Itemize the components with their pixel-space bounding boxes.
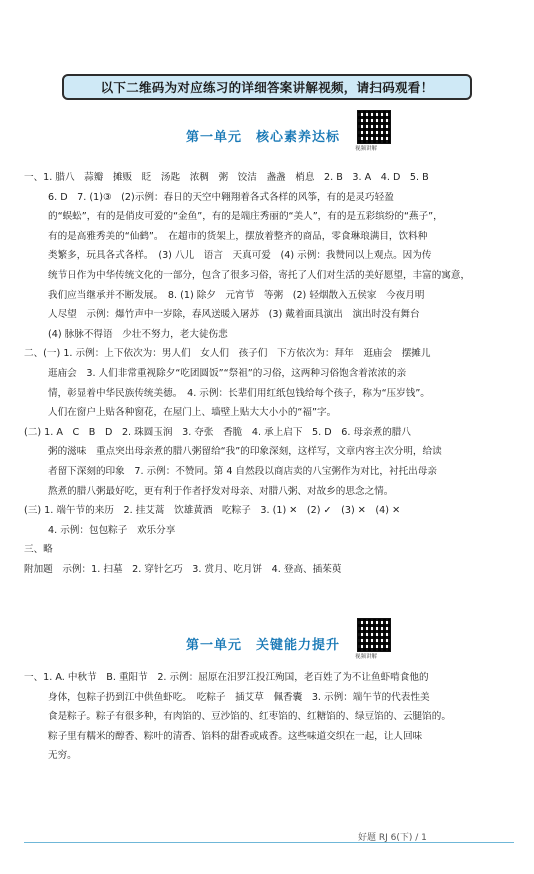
answer-line: 6. D 7. (1)③ (2)示例：春日的天空中翱翔着各式各样的风筝，有的是灵巧轻盈 [48,191,394,203]
answer-line: 三、略 [24,544,53,556]
qr-label: 视频讲解 [355,654,378,660]
qr-label: 视频讲解 [355,146,378,152]
answer-line: 情，彰显着中华民族传统美德。 4. 示例：长辈们用红纸包钱给每个孩子，称为“压岁钱”。 [48,387,430,399]
answer-line: 逛庙会 3. 人们非常重视除夕“吃团圆饭”“祭祖”的习俗，这两种习俗饱含着浓浓的亲 [48,367,407,379]
answer-line: (三) 1. 端午节的来历 2. 挂艾蒿 饮雄黄酒 吃粽子 3. (1) ✕ (2) ✓ (3) ✕ (4) ✕ [24,505,401,517]
qr-code-icon[interactable] [357,110,391,144]
page-footer: 好题 RJ 6(下) / 1 [358,833,427,843]
section-title-text: 第一单元 关键能力提升 [186,638,341,653]
answer-line: 一、1. 腊八 蒜瓣 摊贩 眨 汤匙 浓稠 粥 饺洁 盏盏 梢息 2. B 3. A 4. D 5. B [24,172,429,183]
answer-line: 人尽望 示例：爆竹声中一岁除，春风送暖入屠苏 (3) 戴着面具演出 演出时没有舞台 [48,309,420,321]
section-title-text: 第一单元 核心素养达标 [186,130,341,145]
answer-line: 有的是高雅秀美的“仙鹤”。 在超市的货架上，摆放着整齐的商品，零食琳琅满目，饮料种 [48,230,428,242]
answer-line: (二) 1. A C B D 2. 珠圆玉润 3. 夺张 香脆 4. 承上启下 5. D 6. 母亲煮的腊八 [24,426,411,438]
answer-line: (4) 脉脉不得语 少壮不努力，老大徒伤悲 [48,328,228,340]
qr-code-icon[interactable] [357,618,391,652]
answer-line: 粽子里有糯米的醇香、粽叶的清香、馅料的甜香或咸香。这些味道交织在一起，让人回味 [48,730,423,742]
footer-divider [24,842,514,843]
answer-line: 附加题 示例：1. 扫墓 2. 穿针乞巧 3. 赏月、吃月饼 4. 登高、插茱萸 [24,563,342,575]
answer-line: 熬煮的腊八粥最好吃，更有利于作者抒发对母亲、对腊八粥、对故乡的思念之情。 [48,485,394,497]
answer-line: 无穷。 [48,750,77,762]
section-title-core [0,120,534,150]
answer-video-banner: 以下二维码为对应练习的详细答案讲解视频，请扫码观看！ [62,74,472,100]
answer-line: 者留下深刻的印象 7. 示例：不赞同。第 4 自然段以商店卖的八宝粥作为对比，衬托出母亲 [48,465,437,477]
answer-line: 二、(一) 1. 示例：上下依次为：男人们 女人们 孩子们 下方依次为：拜年 逛庙会 摆摊儿 [24,348,431,360]
answers-core [24,168,516,579]
answer-line: 食是粽子。粽子有很多种，有肉馅的、豆沙馅的、红枣馅的、红糖馅的、绿豆馅的、云腿馅的。 [48,711,451,723]
answer-line: 一、1. A. 中秋节 B. 重阳节 2. 示例：屈原在汨罗江投江殉国，老百姓了为不让鱼虾啃食他的 [24,672,429,683]
answer-line: 我们应当继承并不断发展。 8. (1) 除夕 元宵节 等粥 (2) 轻烟散入五侯家 今夜月明 [48,289,425,301]
section-title-key [0,628,534,658]
answer-line: 人们在窗户上贴各种窗花，在屋门上、墙壁上贴大大小小的“福”字。 [48,407,337,419]
answer-line: 类繁多，玩具各式各样。 (3) 八儿 语言 天真可爱 (4) 示例：我赞同以上观点。因为传 [48,250,432,262]
answer-line: 身体，包粽子扔到江中供鱼虾吃。 吃粽子 插艾草 佩香囊 3. 示例：端午节的代表性美 [48,691,430,703]
answer-line: 统节日作为中华传统文化的一部分，包含了很多习俗，寄托了人们对生活的美好愿望，丰富的寓意， [48,269,471,281]
answer-line: 粥的滋味 重点突出母亲煮的腊八粥留给“我”的印象深刻，这样写，文章内容主次分明，给读 [48,446,442,458]
answer-line: 的“蜈蚣”，有的是俏皮可爱的“金鱼”，有的是端庄秀丽的“美人”，有的是五彩缤纷的“燕子”， [48,211,443,223]
answers-key [24,668,516,766]
answer-line: 4. 示例：包包粽子 欢乐分享 [48,524,176,536]
